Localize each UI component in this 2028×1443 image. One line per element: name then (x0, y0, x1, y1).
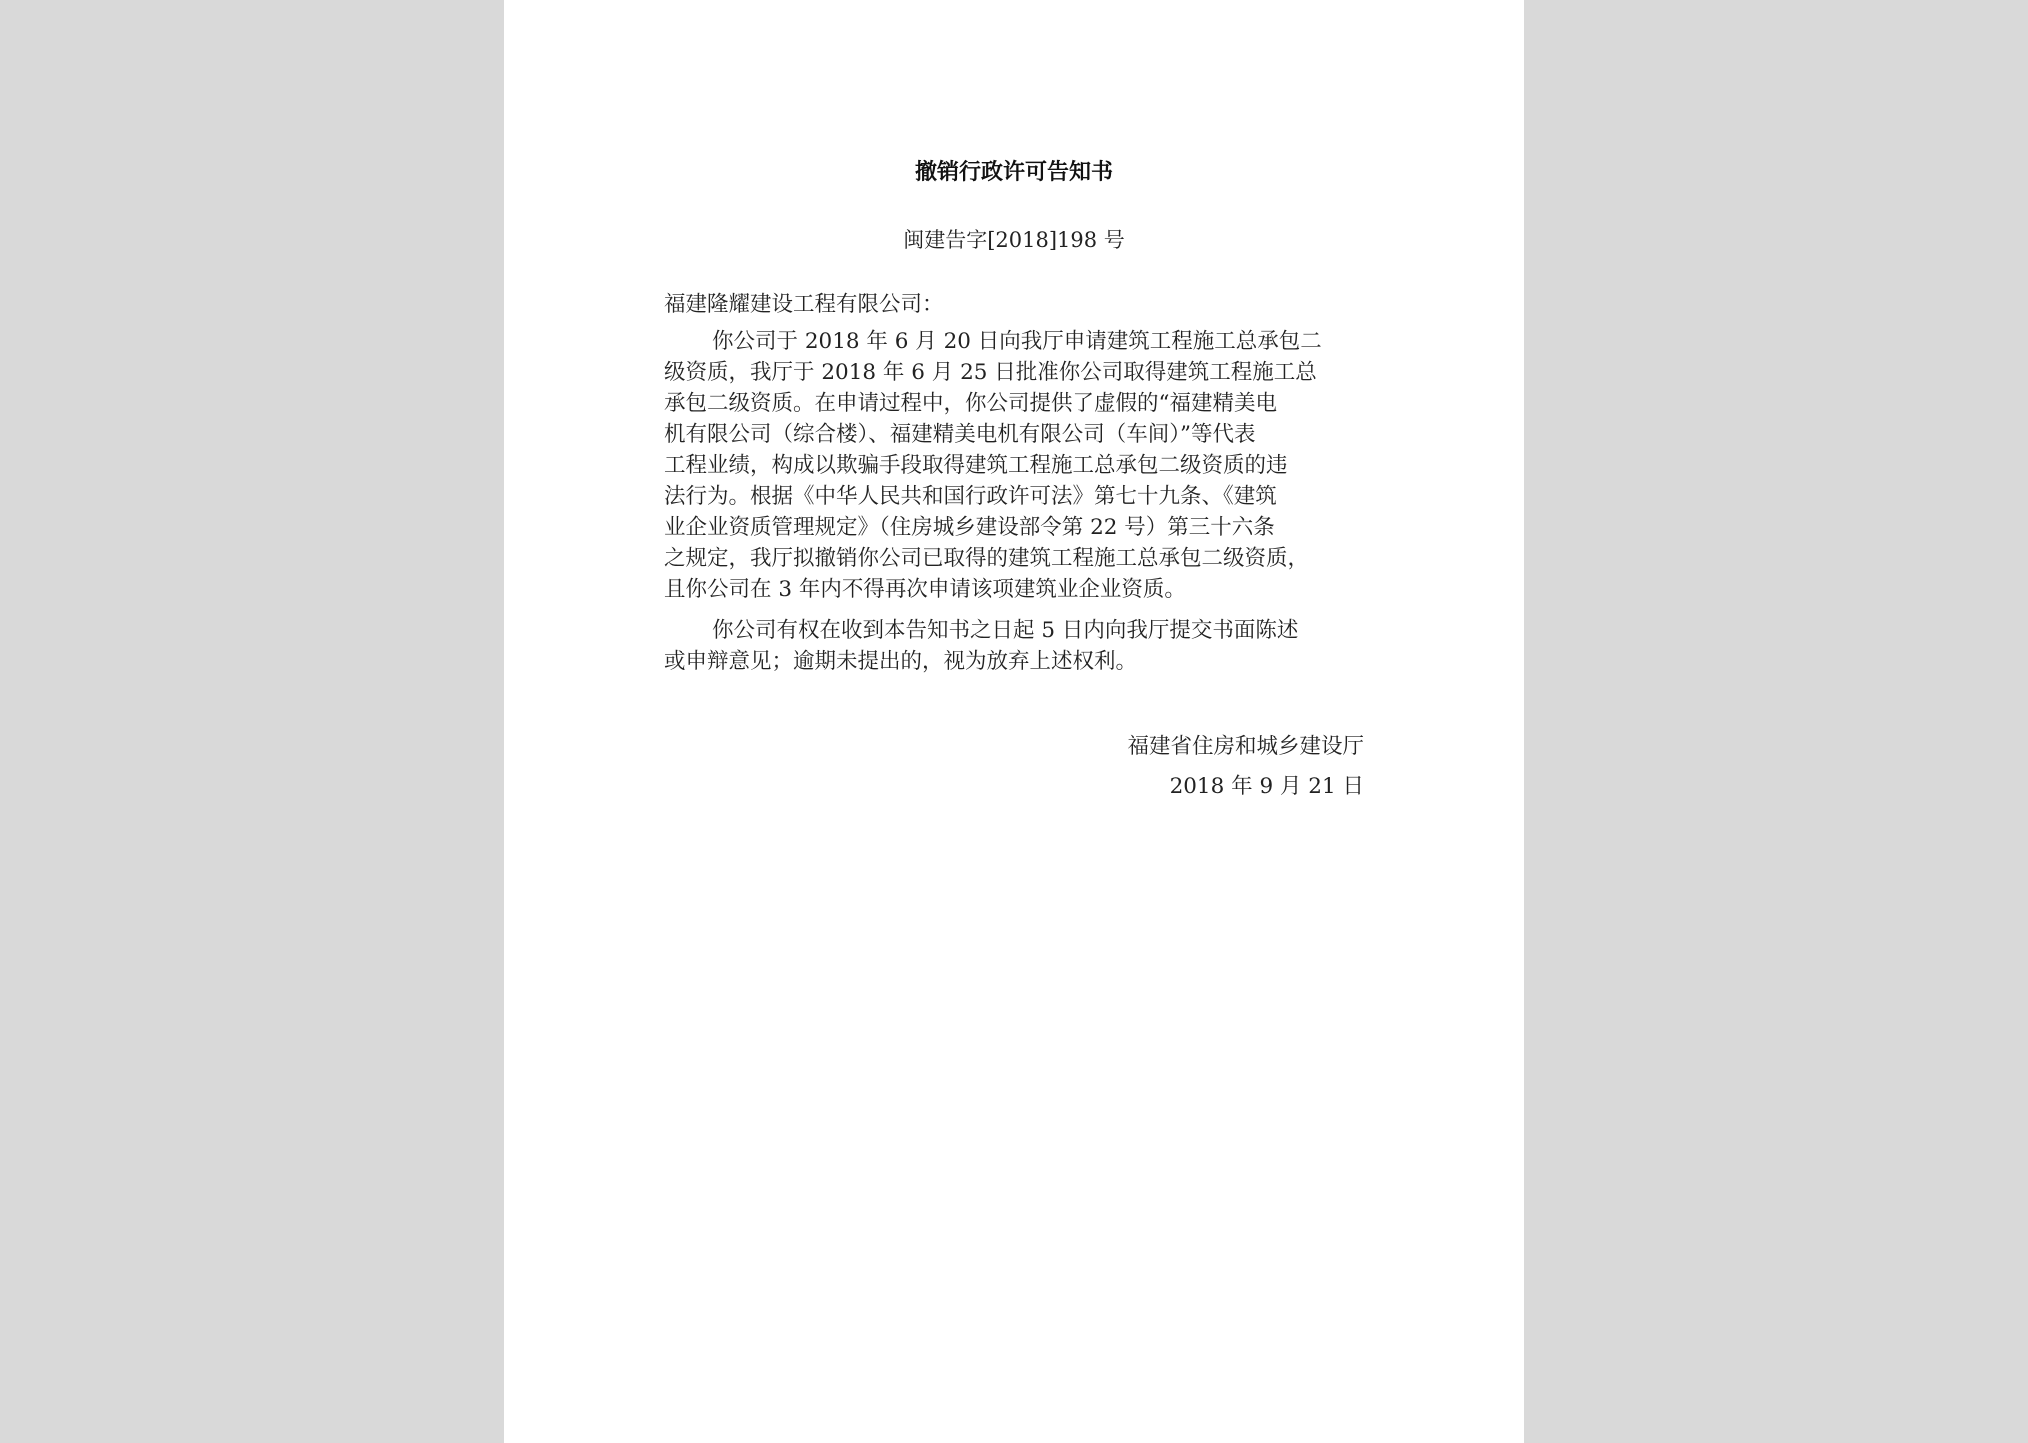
text-line: 法行为。根据《中华人民共和国行政许可法》第七十九条、《建筑 (664, 484, 1277, 509)
issuer-name: 福建省住房和城乡建设厅 (1127, 734, 1364, 759)
text-line: 且你公司在 3 年内不得再次申请该项建筑业企业资质。 (664, 577, 1186, 602)
text-line: 你公司于 2018 年 6 月 20 日向我厅申请建筑工程施工总承包二 (712, 329, 1322, 354)
paragraph-2 (664, 615, 1379, 677)
recipient: 福建隆耀建设工程有限公司： (664, 292, 944, 317)
text-line: 或申辩意见；逾期未提出的，视为放弃上述权利。 (664, 649, 1138, 674)
text-line: 工程业绩，构成以欺骗手段取得建筑工程施工总承包二级资质的违 (664, 453, 1288, 478)
text-line: 机有限公司（综合楼）、福建精美电机有限公司（车间）”等代表 (664, 422, 1256, 447)
text-line: 级资质，我厅于 2018 年 6 月 25 日批准你公司取得建筑工程施工总 (664, 360, 1317, 385)
text-line: 之规定，我厅拟撤销你公司已取得的建筑工程施工总承包二级资质， (664, 546, 1310, 571)
issue-date: 2018 年 9 月 21 日 (1169, 774, 1364, 799)
document-title: 撤销行政许可告知书 (914, 160, 1113, 185)
paragraph-1 (664, 326, 1379, 605)
document-number: 闽建告字[2018]198 号 (903, 228, 1125, 252)
document-page (504, 0, 1524, 1443)
text-line: 业企业资质管理规定》（住房城乡建设部令第 22 号）第三十六条 (664, 515, 1275, 540)
signature-block (504, 727, 1364, 807)
text-line: 承包二级资质。在申请过程中，你公司提供了虚假的“福建精美电 (664, 391, 1277, 416)
document-body (664, 289, 1379, 687)
text-line: 你公司有权在收到本告知书之日起 5 日内向我厅提交书面陈述 (712, 618, 1299, 643)
